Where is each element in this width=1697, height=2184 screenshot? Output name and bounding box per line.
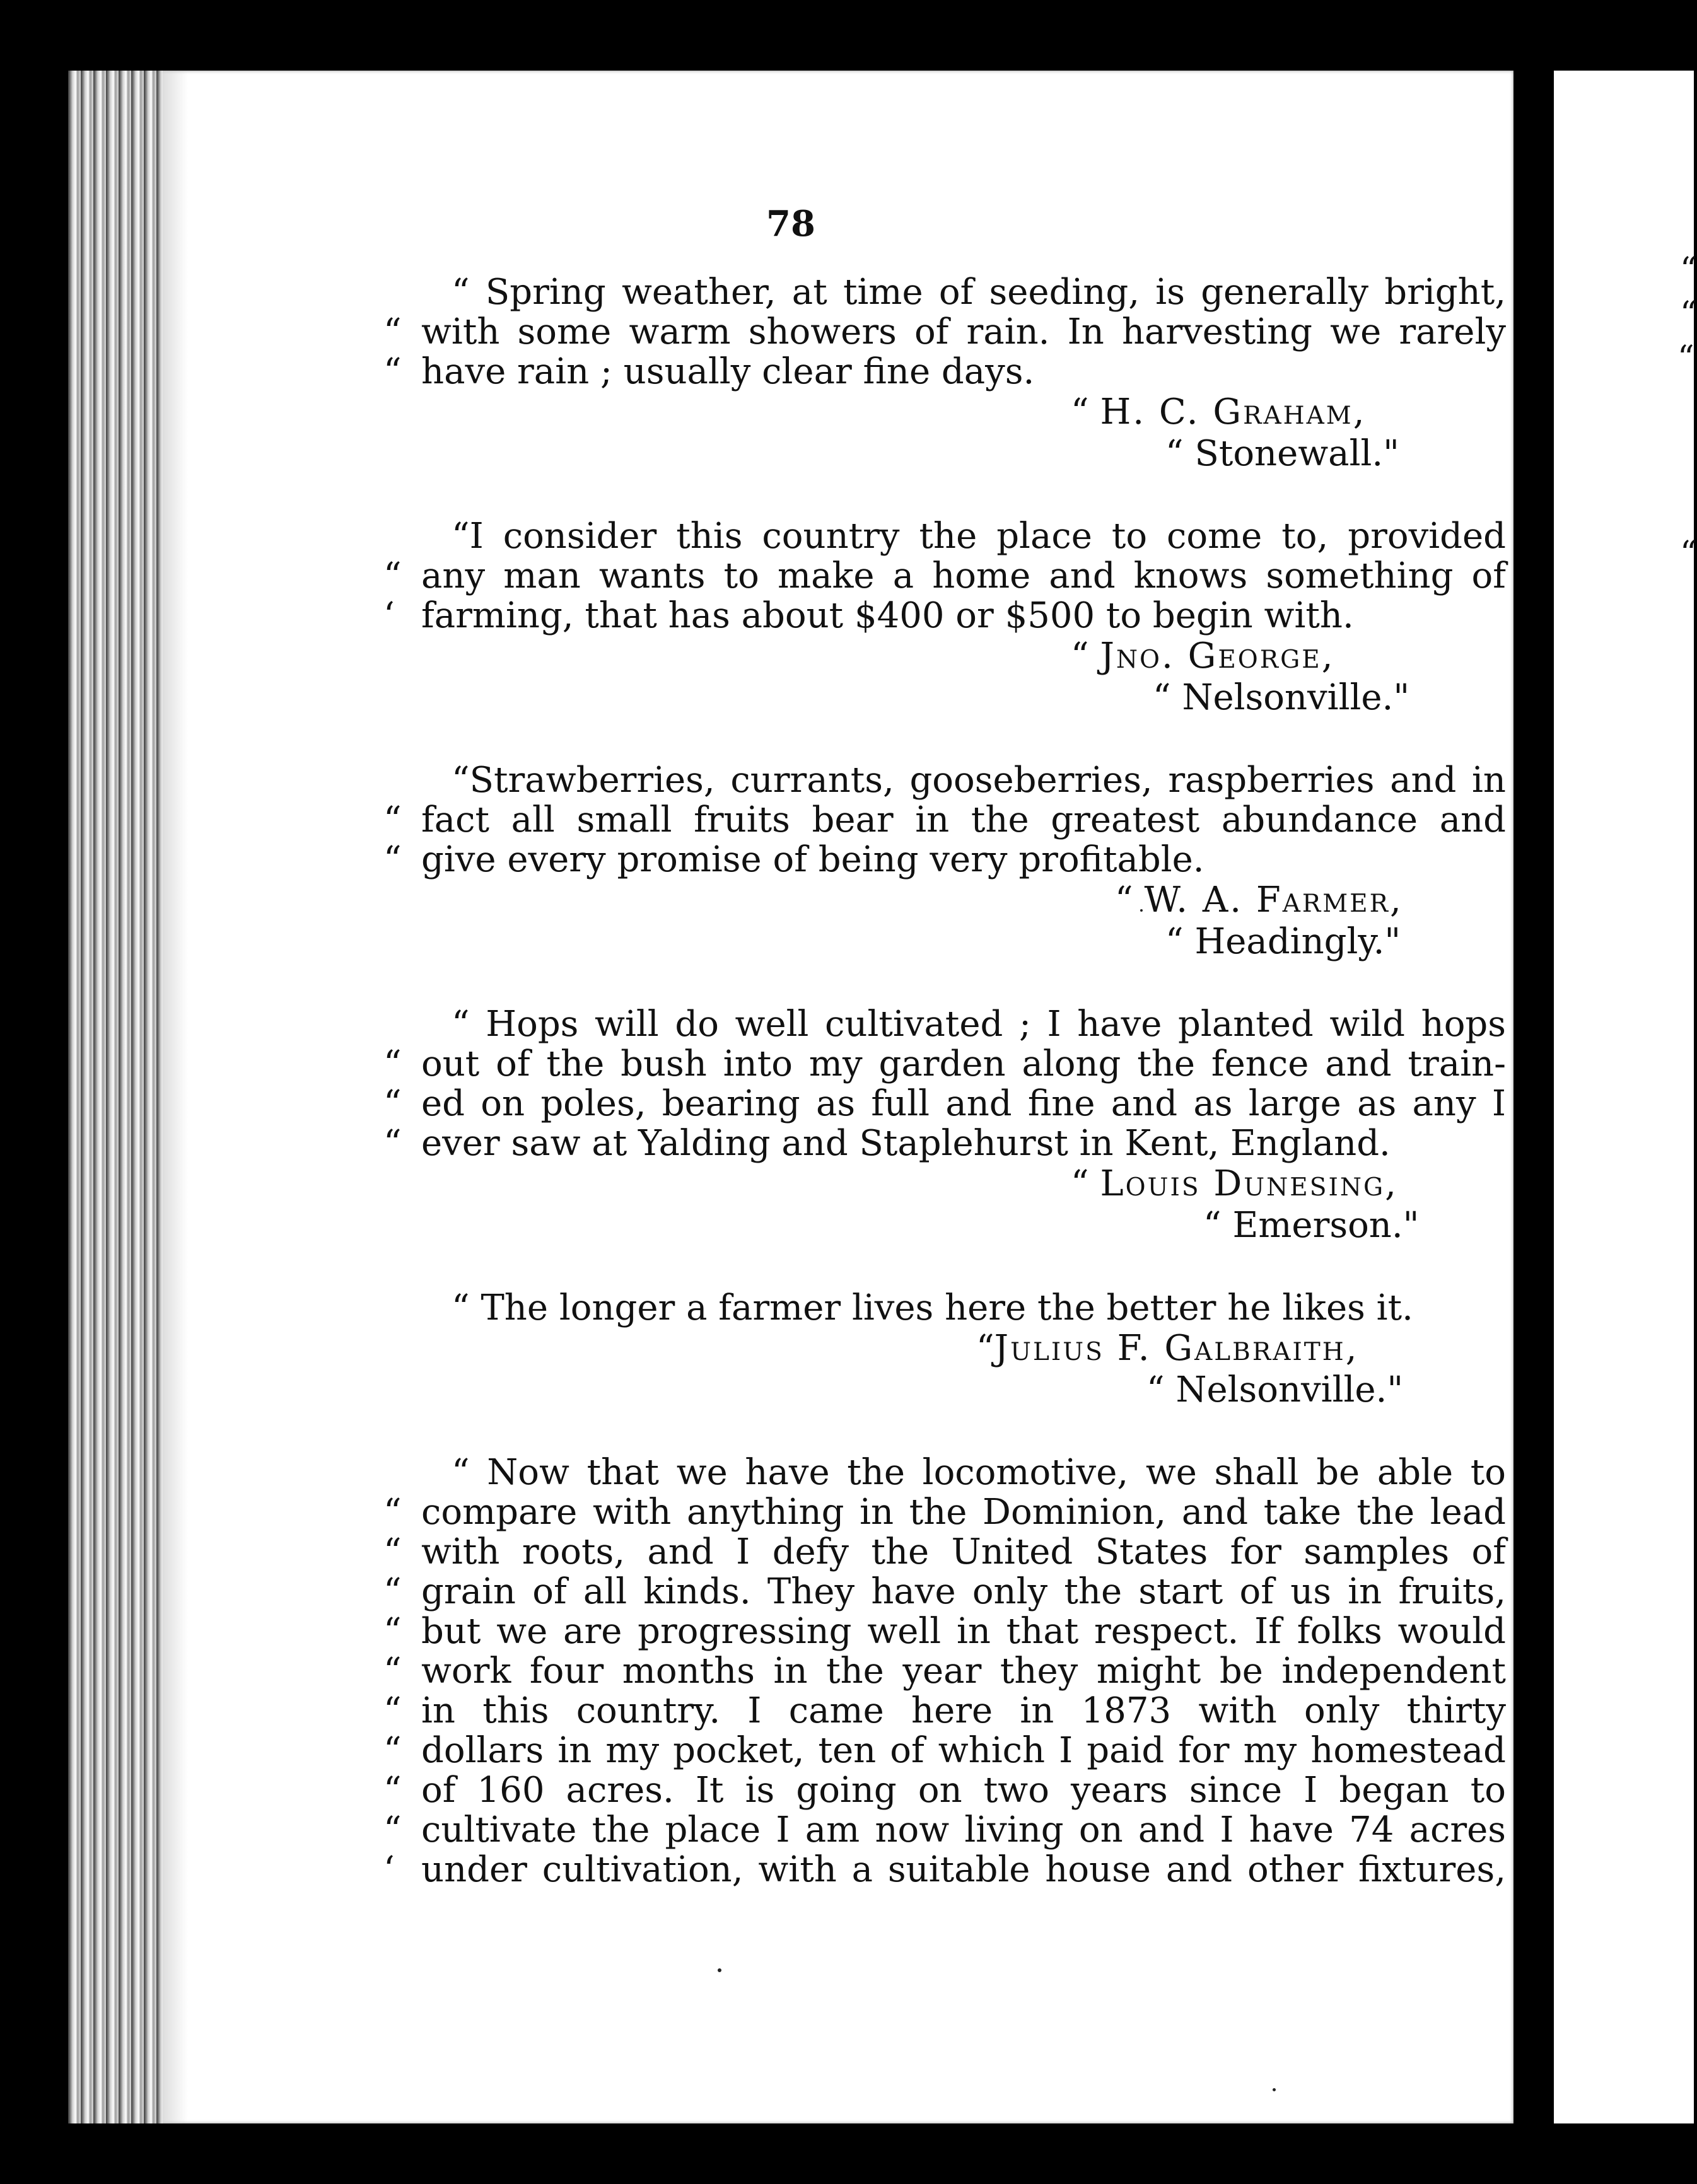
testimonial-dunesing — [383, 1004, 1506, 1246]
text-line: “ ed on poles, bearing as full and fine and as large as any I — [383, 1083, 1506, 1124]
testimonial-george — [383, 516, 1506, 719]
testimonial-locomotive — [383, 1452, 1506, 1890]
adjacent-page-edge: “ “ “ “ — [1554, 71, 1694, 2123]
text-line: “ of 160 acres. It is going on two years since I began to — [383, 1770, 1506, 1811]
text-line: “ with roots, and I defy the United States for samples of — [383, 1531, 1506, 1572]
text-line: “ compare with anything in the Dominion, and take the lead — [383, 1492, 1506, 1533]
text-line: “ ever saw at Yalding and Staplehurst in Kent, England. — [383, 1123, 1391, 1164]
text-line: “ Spring weather, at time of seeding, is generally bright, — [452, 272, 1507, 313]
text-line: ‘ under cultivation, with a suitable house and other fixtures, — [383, 1849, 1506, 1890]
print-speck — [1140, 909, 1143, 912]
text-line: “ but we are progressing well in that respect. If folks would — [383, 1611, 1506, 1652]
signature-place: “ Nelsonville." — [1153, 677, 1410, 718]
book-page — [68, 71, 1513, 2123]
page-stack-edge — [68, 71, 163, 2123]
testimonials-text — [383, 272, 1507, 1890]
signature-name: “ Louis Dunesing, — [1071, 1163, 1398, 1204]
text-line: “ out of the bush into my garden along the fence and train- — [383, 1043, 1506, 1084]
binding-shadow — [1539, 63, 1554, 2144]
text-line: “ fact all small fruits bear in the greatest abundance and — [383, 799, 1506, 840]
text-line: “ Now that we have the locomotive, we shall be able to — [452, 1452, 1506, 1493]
testimonial-galbraith — [421, 1288, 1506, 1411]
text-line: “ grain of all kinds. They have only the start of us in fruits, — [383, 1571, 1506, 1612]
signature-place: “ Headingly." — [1165, 921, 1401, 962]
text-line: “Strawberries, currants, gooseberries, raspberries and in — [452, 760, 1506, 801]
page-number: 78 — [766, 203, 815, 245]
print-speck — [718, 1968, 721, 1972]
text-line: “ any man wants to make a home and knows something of — [383, 555, 1506, 596]
signature-place: “ Nelsonville." — [1146, 1369, 1404, 1410]
signature-place: “ Stonewall." — [1165, 433, 1399, 474]
signature-name: “ W. A. Farmer, — [1115, 880, 1403, 921]
text-line: “ with some warm showers of rain. In harvesting we rarely — [383, 311, 1506, 352]
signature-name: “Julius F. Galbraith, — [976, 1328, 1359, 1369]
signature-name: “ H. C. Graham, — [1071, 392, 1367, 433]
text-line: “ give every promise of being very profitable. — [383, 839, 1204, 880]
testimonial-farmer — [383, 760, 1506, 963]
text-line: ‘ farming, that has about $400 or $500 to begin with. — [383, 595, 1354, 636]
print-speck — [1273, 2088, 1276, 2091]
signature-name: “ Jno. George, — [1071, 636, 1335, 677]
text-line: “ in this country. I came here in 1873 with only thirty — [383, 1690, 1506, 1731]
text-line: “ have rain ; usually clear fine days. — [383, 351, 1035, 392]
text-line: “ work four months in the year they might be independent — [383, 1651, 1506, 1692]
text-line: “ dollars in my pocket, ten of which I paid for my homestead — [383, 1730, 1506, 1771]
page-edge-shading — [163, 71, 188, 2123]
text-line: “ The longer a farmer lives here the better he likes it. — [452, 1287, 1413, 1328]
signature-place: “ Emerson." — [1203, 1205, 1420, 1246]
text-line: “ cultivate the place I am now living on and I have 74 acres — [383, 1809, 1506, 1850]
text-line: “I consider this country the place to come to, provided — [452, 516, 1506, 557]
text-line: “ Hops will do well cultivated ; I have planted wild hops — [452, 1004, 1506, 1045]
testimonial-graham — [383, 272, 1507, 475]
